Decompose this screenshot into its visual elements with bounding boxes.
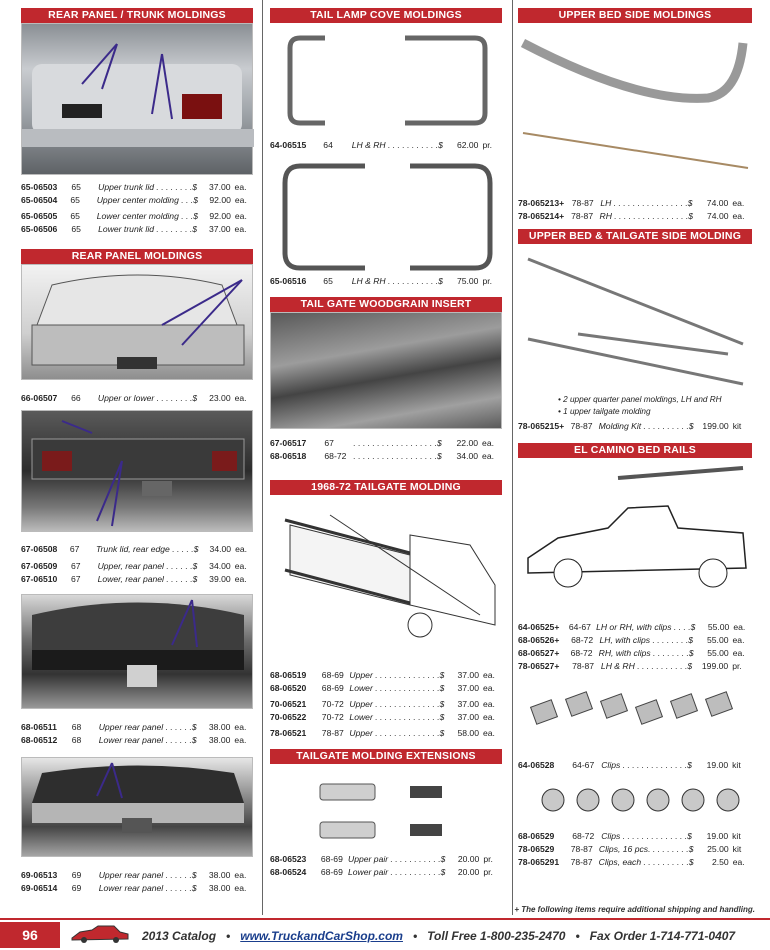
- table-row: 68-06520 68-69 Lower . . . . . . . . . . . . . .$ 37.00 ea.: [270, 683, 495, 693]
- table-row: 78-065291 78-87 Clips, each . . . . . . . . . .$ 2.50 ea.: [518, 857, 745, 867]
- separator-dot: •: [575, 929, 580, 943]
- bullet-item: • 2 upper quarter panel moldings, LH and RH: [558, 395, 722, 404]
- separator-dot: •: [226, 929, 231, 943]
- table-row: 78-06527+ 78-87 LH & RH . . . . . . . . . . .$ 199.00 pr.: [518, 661, 742, 671]
- column-divider: [512, 0, 513, 915]
- page-number: 96: [0, 922, 60, 948]
- bullet-item: • 1 upper tailgate molding: [558, 407, 651, 416]
- table-row: 68-06523 68-69 Upper pair . . . . . . . . . . .$ 20.00 pr.: [270, 854, 493, 864]
- table-2: [21, 392, 253, 405]
- table-row: 65-06505 65 Lower center molding . . .$ 92.00 ea.: [21, 211, 247, 221]
- table-row: 70-06522 70-72 Lower . . . . . . . . . . . . . .$ 37.00 ea.: [270, 712, 495, 722]
- table-row: 68-06512 68 Lower rear panel . . . . . .$ 38.00 ea.: [21, 735, 247, 745]
- photo-molding-set: [518, 244, 752, 394]
- table-row: 66-06507 66 Upper or lower . . . . . . . .$ 23.00 ea.: [21, 393, 247, 403]
- table-clips: [518, 830, 752, 869]
- table-row: 65-06503 65 Upper trunk lid . . . . . . . .$ 37.00 ea.: [21, 182, 247, 192]
- table-row: 69-06513 69 Upper rear panel . . . . . .$ 38.00 ea.: [21, 870, 247, 880]
- photo-1965-rear: [21, 23, 253, 175]
- photo-woodgrain-insert: [270, 312, 502, 429]
- fax-order: Fax Order 1-714-771-0407: [589, 929, 736, 943]
- section-header: TAILGATE MOLDING EXTENSIONS: [270, 749, 502, 764]
- table-5: [21, 869, 253, 895]
- section-header: 1968-72 TAILGATE MOLDING: [270, 480, 502, 495]
- table-row: 65-06516 65 LH & RH . . . . . . . . . . .$ 75.00 pr.: [270, 276, 493, 286]
- table-row: 78-065215+ 78-87 Molding Kit . . . . . . . . . .$ 199.00 kit: [518, 421, 742, 431]
- table-row: 78-065213+ 78-87 LH . . . . . . . . . . . . . . . .$ 74.00 ea.: [518, 198, 745, 208]
- photo-clips-1964: [518, 683, 752, 743]
- table-row: 67-06510 67 Lower, rear panel . . . . . .$ 39.00 ea.: [21, 574, 247, 584]
- table-row: 68-06511 68 Upper rear panel . . . . . .$ 38.00 ea.: [21, 722, 247, 732]
- photo-el-camino: [518, 458, 752, 616]
- table-1: [21, 181, 253, 236]
- section-header: TAIL LAMP COVE MOLDINGS: [270, 8, 502, 23]
- section-header: UPPER BED & TAILGATE SIDE MOLDING SET: [518, 229, 752, 244]
- table-row: 78-06529 78-87 Clips, 16 pcs. . . . . . . . .$ 25.00 kit: [518, 844, 742, 854]
- table-row: 78-06521 78-87 Upper . . . . . . . . . . . . . .$ 58.00 ea.: [270, 728, 495, 738]
- catalog-year: 2013 Catalog: [142, 929, 217, 943]
- table-row: 65-06506 65 Lower trunk lid . . . . . . . .$ 37.00 ea.: [21, 224, 247, 234]
- table-row: 64-06528 64-67 Clips . . . . . . . . . . . . . .$ 19.00 kit: [518, 760, 741, 770]
- table-row: 67-06508 67 Trunk lid, rear edge . . . . .$ 34.00 ea.: [21, 544, 248, 554]
- photo-1969-rear: [21, 757, 253, 857]
- table-row: 68-06527+ 68-72 RH, with clips . . . . . . . .$ 55.00 ea.: [518, 648, 745, 658]
- section-header: EL CAMINO BED RAILS: [518, 443, 752, 458]
- footer: [0, 918, 770, 950]
- photo-1968-rear: [21, 594, 253, 709]
- table-row: 67-06517 67 . . . . . . . . . . . . . . . . . .$ 22.00 ea.: [270, 438, 494, 448]
- table-row: 69-06514 69 Lower rear panel . . . . . .$ 38.00 ea.: [21, 883, 247, 893]
- table-row: 78-065214+ 78-87 RH . . . . . . . . . . . . . . . .$ 74.00 ea.: [518, 211, 745, 221]
- table-woodgrain: [270, 437, 502, 463]
- table-tailgate: [270, 669, 502, 740]
- photo-tail-lamp-1965: [270, 158, 502, 273]
- section-header: UPPER BED SIDE MOLDINGS: [518, 8, 752, 23]
- column-middle: [270, 0, 502, 879]
- bullet-list: [558, 394, 752, 418]
- toll-free: Toll Free 1-800-235-2470: [427, 929, 566, 943]
- table-row: 68-06519 68-69 Upper . . . . . . . . . . . . . .$ 37.00 ea.: [270, 670, 495, 680]
- table-row: 64-06525+ 64-67 LH or RH, with clips . . . .$ 55.00 ea.: [518, 622, 746, 632]
- section-header: TAIL GATE WOODGRAIN INSERT: [270, 297, 502, 312]
- photo-tail-lamp-1964: [270, 23, 502, 133]
- table-row: 70-06521 70-72 Upper . . . . . . . . . . . . . .$ 37.00 ea.: [270, 699, 495, 709]
- photo-extensions: [270, 764, 502, 844]
- separator-dot: •: [412, 929, 418, 943]
- footer-contact: [142, 929, 735, 943]
- table-row: 68-06524 68-69 Lower pair . . . . . . . . . . .$ 20.00 pr.: [270, 867, 493, 877]
- photo-1966-rear: [21, 264, 253, 380]
- table-row: 67-06509 67 Upper, rear panel . . . . . .$ 34.00 ea.: [21, 561, 247, 571]
- column-divider: [262, 0, 263, 915]
- column-right: [518, 0, 752, 869]
- table-4: [21, 721, 253, 747]
- column-left: [21, 0, 253, 895]
- car-logo-icon: [70, 924, 130, 944]
- photo-tailgate-diagram: [270, 495, 502, 660]
- table-row: 68-06518 68-72 . . . . . . . . . . . . . . . . . .$ 34.00 ea.: [270, 451, 494, 461]
- footer-rule: [0, 918, 770, 920]
- table-3: [21, 543, 253, 586]
- table-row: 68-06526+ 68-72 LH, with clips . . . . . . . .$ 55.00 ea.: [518, 635, 745, 645]
- section-header: REAR PANEL MOLDINGS: [21, 249, 253, 264]
- photo-upper-bed-molding: [518, 23, 752, 183]
- section-header: REAR PANEL / TRUNK MOLDINGS: [21, 8, 253, 23]
- website-link[interactable]: www.TruckandCarShop.com: [240, 929, 403, 943]
- table-row: 64-06515 64 LH & RH . . . . . . . . . . .$ 62.00 pr.: [270, 140, 493, 150]
- table-upper-bed: [518, 197, 752, 223]
- table-bed-rails: [518, 621, 752, 673]
- table-row: 68-06529 68-72 Clips . . . . . . . . . . . . . .$ 19.00 kit: [518, 831, 741, 841]
- table-row: 65-06504 65 Upper center molding . . .$ 92.00 ea.: [21, 195, 247, 205]
- shipping-note: + The following items require additional shipping and handling.: [514, 905, 755, 914]
- photo-1967-rear: [21, 410, 253, 532]
- table-extensions: [270, 853, 502, 879]
- photo-clips-1968: [518, 782, 752, 822]
